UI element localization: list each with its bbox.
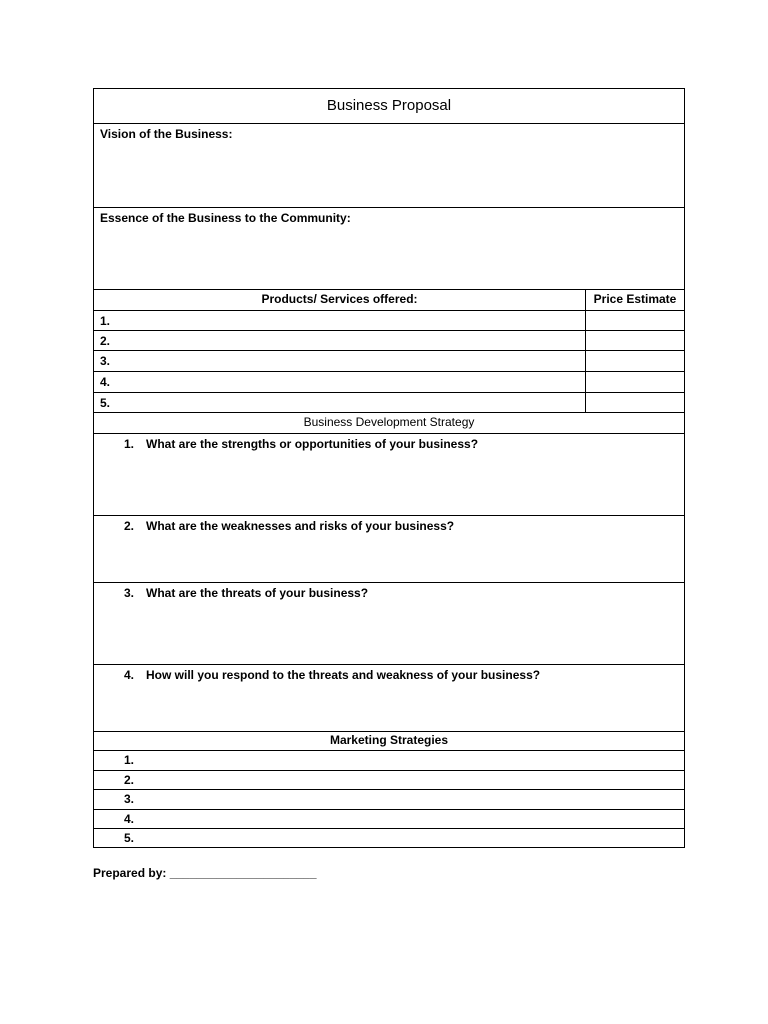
price-cell[interactable]	[585, 372, 684, 392]
question-text: How will you respond to the threats and weakness of your business?	[146, 668, 541, 682]
price-cell[interactable]	[585, 311, 684, 330]
marketing-row-number: 5.	[124, 831, 135, 845]
product-row-number: 5.	[100, 396, 111, 410]
question-text: What are the weaknesses and risks of your business?	[146, 519, 455, 533]
price-header: Price Estimate	[585, 290, 684, 310]
question-number: 2.	[124, 519, 135, 533]
price-cell[interactable]	[585, 351, 684, 371]
question-number: 3.	[124, 586, 135, 600]
product-row[interactable]	[94, 351, 684, 372]
question-section[interactable]	[94, 516, 684, 583]
price-cell[interactable]	[585, 331, 684, 350]
question-number: 4.	[124, 668, 135, 682]
product-row[interactable]	[94, 331, 684, 351]
product-row[interactable]	[94, 393, 684, 413]
form-title: Business Proposal	[94, 89, 684, 124]
essence-label: Essence of the Business to the Community:	[100, 211, 351, 225]
prepared-by-line[interactable]: Prepared by: ______________________	[93, 866, 317, 880]
strategy-header: Business Development Strategy	[94, 413, 684, 434]
marketing-row[interactable]	[94, 751, 684, 771]
question-section[interactable]	[94, 665, 684, 732]
essence-section[interactable]	[94, 208, 684, 290]
product-row[interactable]	[94, 372, 684, 393]
marketing-row[interactable]	[94, 829, 684, 847]
question-section[interactable]	[94, 434, 684, 516]
marketing-row-number: 3.	[124, 792, 135, 806]
products-header-row	[94, 290, 684, 311]
vision-section[interactable]	[94, 124, 684, 208]
price-cell[interactable]	[585, 393, 684, 412]
marketing-row[interactable]	[94, 771, 684, 790]
marketing-row-number: 1.	[124, 753, 135, 767]
marketing-row-number: 4.	[124, 812, 135, 826]
product-row[interactable]	[94, 311, 684, 331]
proposal-form	[93, 88, 685, 848]
question-text: What are the threats of your business?	[146, 586, 369, 600]
products-header: Products/ Services offered:	[261, 292, 418, 306]
product-row-number: 4.	[100, 375, 111, 389]
marketing-row[interactable]	[94, 810, 684, 829]
product-row-number: 2.	[100, 334, 111, 348]
vision-label: Vision of the Business:	[100, 127, 233, 141]
marketing-row-number: 2.	[124, 773, 135, 787]
question-number: 1.	[124, 437, 135, 451]
question-section[interactable]	[94, 583, 684, 665]
product-row-number: 3.	[100, 354, 111, 368]
marketing-row[interactable]	[94, 790, 684, 810]
question-text: What are the strengths or opportunities of your business?	[146, 437, 479, 451]
product-row-number: 1.	[100, 314, 111, 328]
marketing-header: Marketing Strategies	[94, 732, 684, 751]
